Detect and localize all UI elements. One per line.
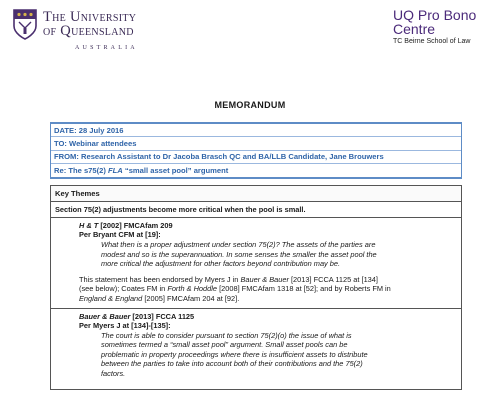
theme-row: Section 75(2) adjustments become more critical when the pool is small. [51,202,461,218]
university-line-1: The University [43,9,137,25]
key-themes-table [50,185,462,390]
memo-date: DATE: 28 July 2016 [51,124,461,137]
endorse-text: [2005] FMCAfam 204 at [92]. [142,293,240,303]
case-citation: [2013] FCCA 1125 [130,311,195,321]
memo-details [50,122,462,179]
case-quote [101,331,457,379]
endorse-text: [2008] FMCAfam 1318 at [52]; and by Roberts FM in [217,284,391,294]
quote-line: The court is able to consider pursuant to section 75(2)(o) the issue of what is [101,330,352,340]
centre-line-2: Centre [393,21,436,37]
endorsement-paragraph [79,275,457,304]
endorse-case: England & England [79,293,143,303]
quote-line: modest and so is the superannuation. In some senses the smaller the asset pool the [101,249,377,259]
table-header: Key Themes [51,186,461,202]
case-bauer-and-bauer [51,309,461,389]
case-name: Bauer & Bauer [79,311,131,321]
memo-from: FROM: Research Assistant to Dr Jacoba Brasch QC and BA/LLB Candidate, Jane Brouwers [51,151,461,164]
judge-line: Per Myers J at [134]-[135]: [79,320,171,330]
quote-line: What then is a proper adjustment under section 75(2)? The assets of the parties are [101,240,376,249]
centre-line-1: UQ Pro Bono [393,7,477,23]
case-quote [101,240,457,269]
centre-subtitle: TC Beirne School of Law [393,38,471,45]
quote-line: between the parties to take into account both of their contributions and the 75(2) [101,359,363,369]
pro-bono-centre-name [393,8,493,36]
memo-re [51,164,461,176]
quote-line: sometimes termed a “small asset pool” argument. Small asset pools can be [101,340,348,350]
university-country: AUSTRALIA [75,45,138,51]
endorse-text: This statement has been endorsed by Myers J in [79,274,241,284]
case-title [79,221,457,230]
memo-re-suffix: “small asset pool” argument [122,165,229,175]
endorse-text: (see below); Coates FM in [79,284,168,294]
case-h-and-t [51,218,461,309]
university-line-2: of Queensland [43,23,134,39]
memo-re-prefix: Re: The s75(2) [54,165,109,175]
judge-line: Per Bryant CFM at [19]: [79,230,161,239]
case-title [79,312,457,321]
crest-icon [12,8,38,41]
case-name: H & T [79,221,99,230]
quote-line: problematic in property proceedings where there is insufficient assets to distribute [101,349,368,359]
endorse-case: Bauer & Bauer [240,274,289,284]
endorse-case: Forth & Hoddle [167,284,218,294]
memo-re-fla: FLA [108,165,123,175]
memo-to: TO: Webinar attendees [51,137,461,150]
quote-line: more critical the adjustment for other factors beyond contribution may be. [101,259,341,269]
memo-heading: MEMORANDUM [214,100,286,110]
case-citation: [2002] FMCAfam 209 [98,221,173,230]
endorse-text: [2013] FCCA 1125 at [134] [288,274,378,284]
quote-line: factors. [101,368,126,378]
university-name [43,10,138,55]
